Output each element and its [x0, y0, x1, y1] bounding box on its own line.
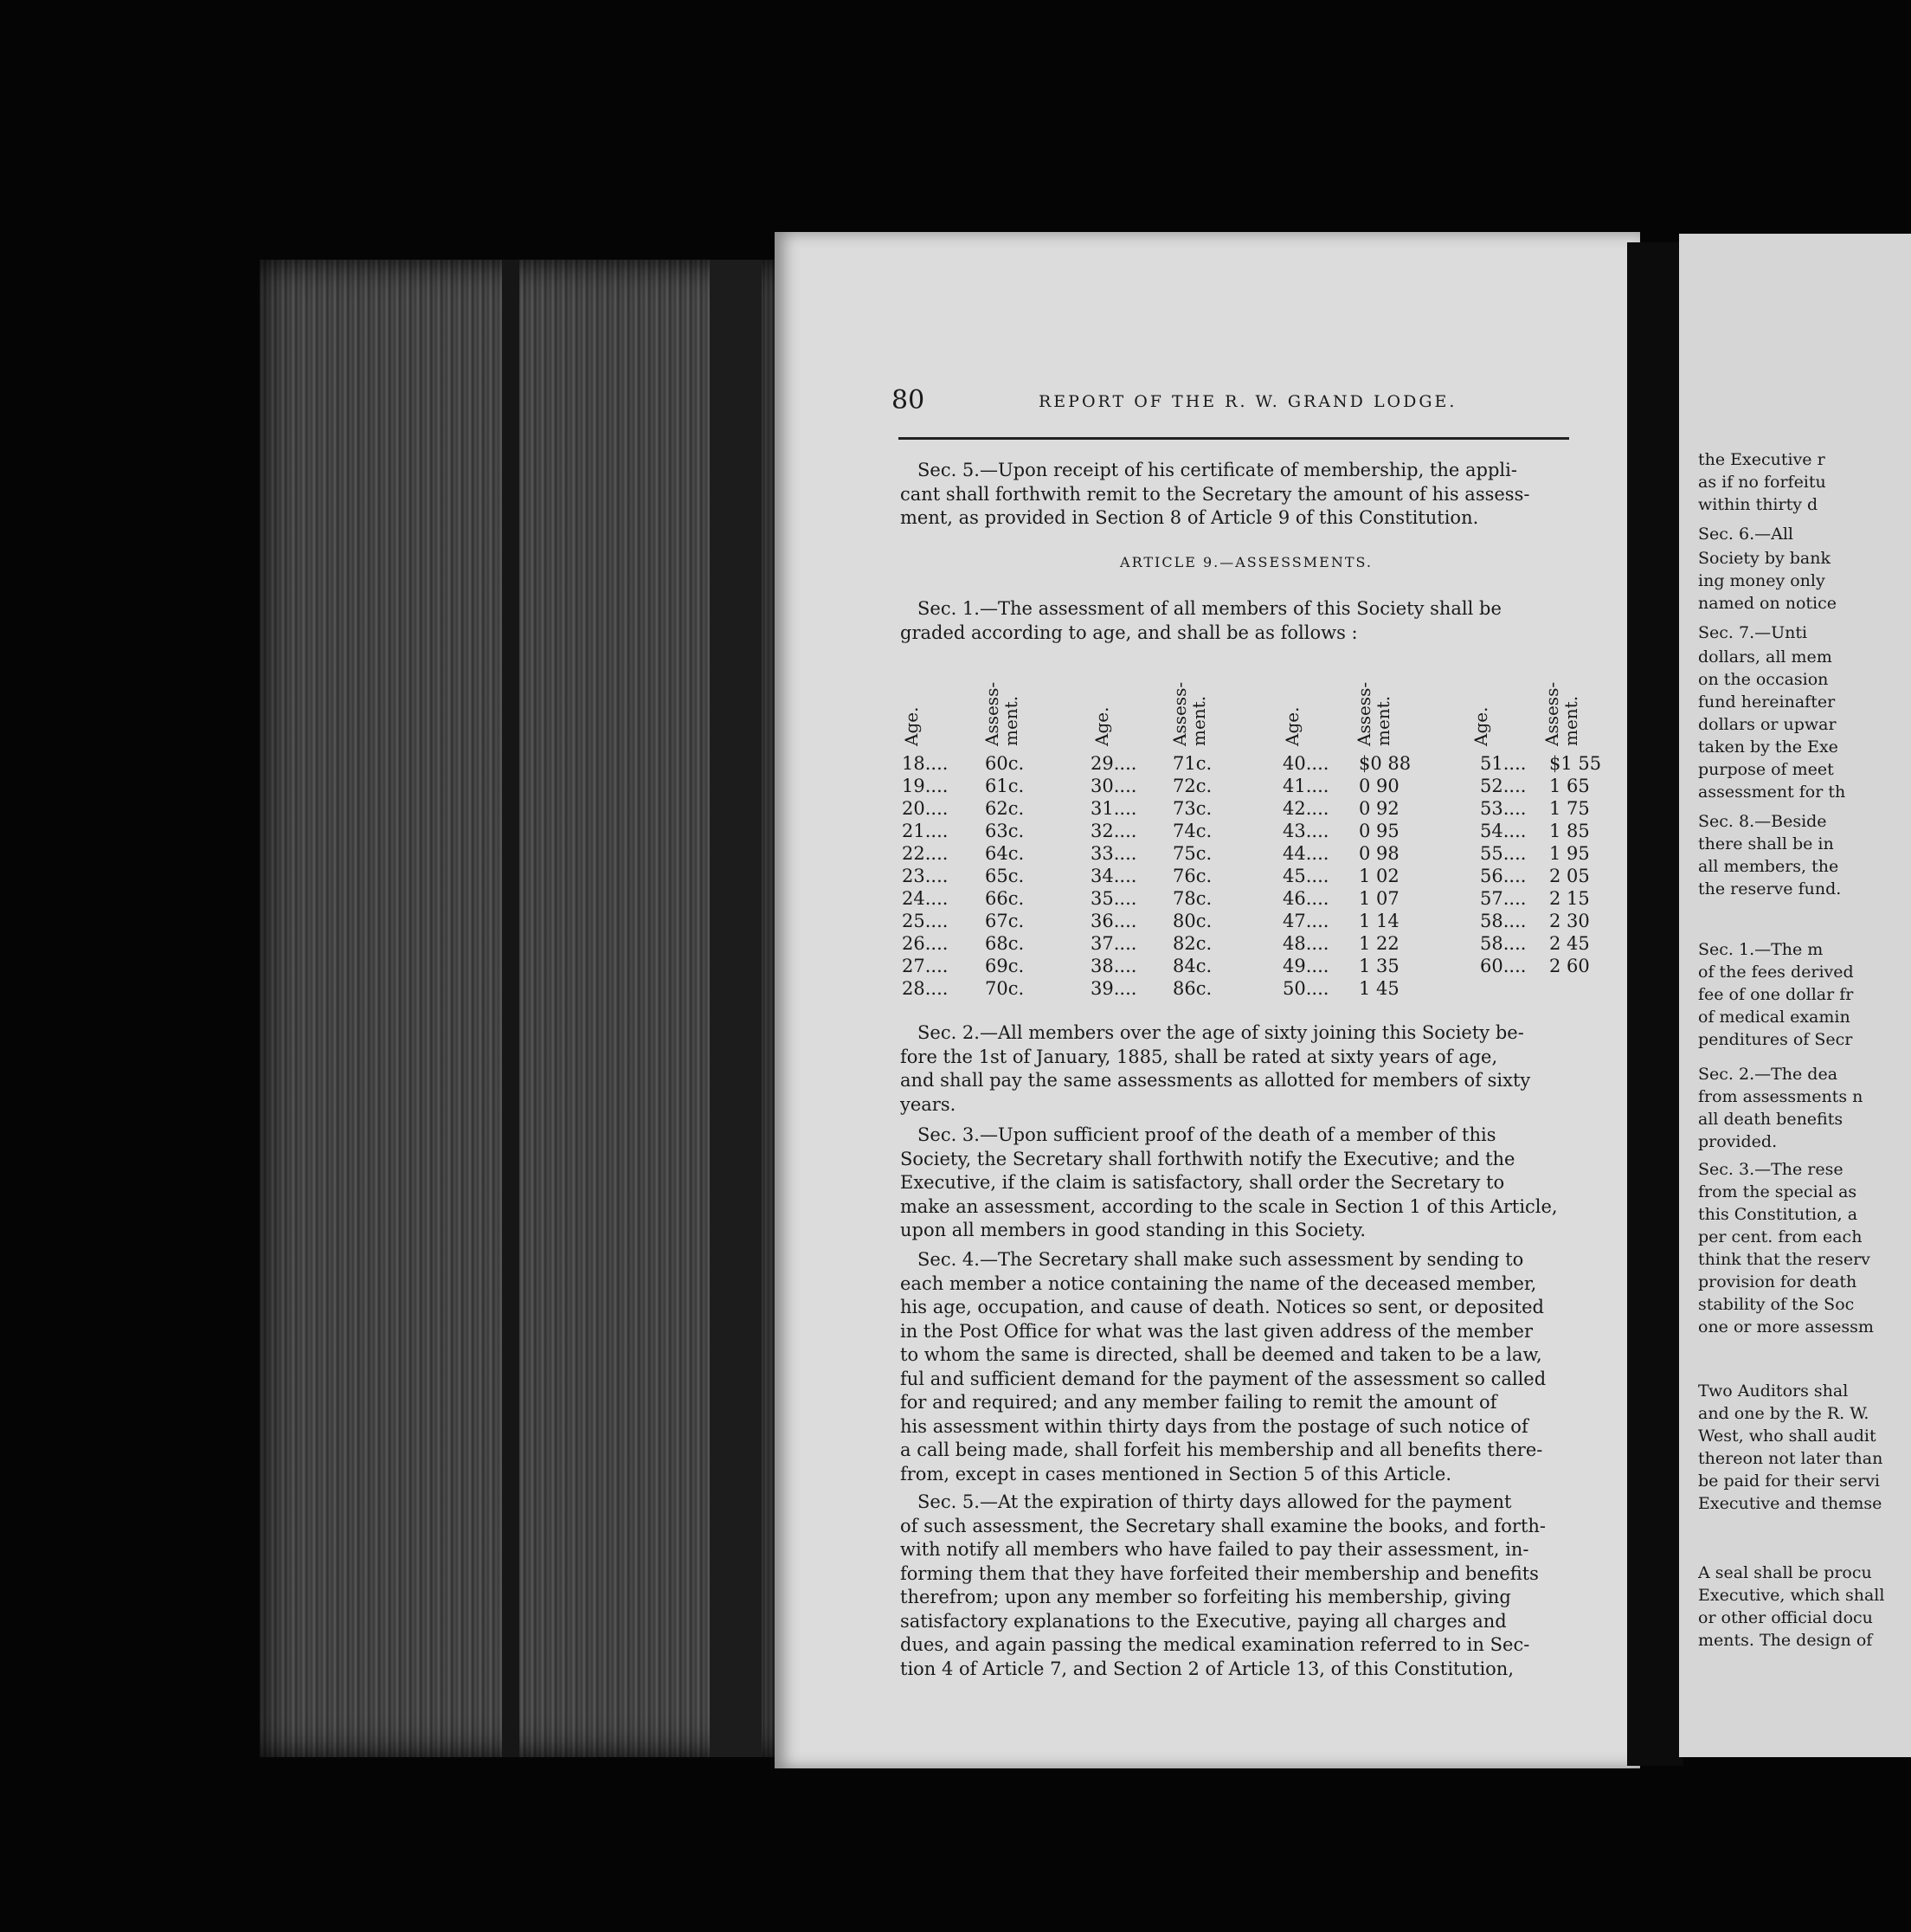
section-2 — [900, 1021, 1592, 1117]
table-assessment-cell: 62c. — [985, 798, 1025, 819]
next-page-text-line: Sec. 1.—The m — [1698, 940, 1824, 959]
age-column-header: Age. — [901, 706, 922, 746]
text-line: fore the 1st of January, 1885, shall be rated at sixty years of age, — [900, 1046, 1498, 1067]
table-assessment-cell: 2 45 — [1549, 933, 1590, 954]
table-age-cell: 47.... — [1283, 911, 1329, 931]
table-age-cell: 37.... — [1091, 933, 1137, 954]
assessment-column-header — [1170, 682, 1208, 746]
text-line: Sec. 2.—All members over the age of sixty joining this Society be- — [917, 1022, 1524, 1043]
text-line: to whom the same is directed, shall be deemed and taken to be a law, — [900, 1344, 1542, 1365]
table-age-cell: 48.... — [1283, 933, 1329, 954]
next-page-text-line: fee of one dollar fr — [1698, 985, 1854, 1004]
table-assessment-cell: 64c. — [985, 843, 1025, 864]
next-page-text-line: Sec. 2.—The dea — [1698, 1065, 1838, 1084]
next-page-text-line: all death benefits — [1698, 1110, 1843, 1129]
table-age-cell: 45.... — [1283, 866, 1329, 886]
text-line: therefrom; upon any member so forfeiting his membership, giving — [900, 1587, 1511, 1607]
table-age-cell: 46.... — [1283, 888, 1329, 909]
next-page-text-line: the reserve fund. — [1698, 879, 1842, 898]
text-line: Sec. 4.—The Secretary shall make such assessment by sending to — [917, 1249, 1524, 1270]
table-age-cell: 34.... — [1091, 866, 1137, 886]
text-line: tion 4 of Article 7, and Section 2 of Article 13, of this Constitution, — [900, 1658, 1515, 1679]
table-assessment-cell: 71c. — [1173, 753, 1213, 774]
table-age-cell: 23.... — [902, 866, 949, 886]
next-page-text-line: provision for death — [1698, 1272, 1857, 1291]
next-page-text-line: penditures of Secr — [1698, 1030, 1853, 1049]
table-age-cell: 50.... — [1283, 978, 1329, 999]
assessment-header-line: Assess- — [1541, 681, 1562, 746]
table-age-cell: 40.... — [1283, 753, 1329, 774]
table-age-cell: 32.... — [1091, 821, 1137, 841]
section-5-previous — [900, 459, 1592, 531]
text-line: from, except in cases mentioned in Section 5 of this Article. — [900, 1463, 1452, 1484]
assessment-header-line: ment. — [1188, 695, 1209, 746]
assessment-column-header — [1354, 682, 1393, 746]
next-page-text-line: ing money only — [1698, 571, 1825, 590]
table-assessment-cell: 0 98 — [1359, 843, 1399, 864]
table-age-cell: 38.... — [1091, 956, 1137, 976]
table-assessment-cell: 1 07 — [1359, 888, 1399, 909]
next-page-text-line: Society by bank — [1698, 549, 1831, 568]
age-column-header: Age. — [1091, 706, 1112, 746]
table-age-cell: 51.... — [1480, 753, 1527, 774]
running-head-title: REPORT OF THE R. W. GRAND LODGE. — [1039, 392, 1457, 411]
table-age-cell: 24.... — [902, 888, 949, 909]
table-assessment-cell: 65c. — [985, 866, 1025, 886]
assessment-header-line: Assess- — [981, 681, 1002, 746]
text-line: Sec. 1.—The assessment of all members of this Society shall be — [917, 598, 1502, 619]
text-line: Sec. 3.—Upon sufficient proof of the death of a member of this — [917, 1124, 1496, 1145]
text-line: make an assessment, according to the scale in Section 1 of this Article, — [900, 1195, 1558, 1217]
table-assessment-cell: 72c. — [1173, 776, 1213, 796]
table-assessment-cell: 82c. — [1173, 933, 1213, 954]
table-age-cell: 54.... — [1480, 821, 1527, 841]
next-page-text-line: purpose of meet — [1698, 760, 1834, 779]
next-page-text-line: Two Auditors shal — [1698, 1381, 1849, 1401]
assessment-header-line: Assess- — [1169, 681, 1190, 746]
table-age-cell: 41.... — [1283, 776, 1329, 796]
table-age-cell: 43.... — [1283, 821, 1329, 841]
next-page-text-line: from the special as — [1698, 1182, 1857, 1201]
table-assessment-cell: 78c. — [1173, 888, 1213, 909]
table-age-cell: 31.... — [1091, 798, 1137, 819]
table-assessment-cell: 0 95 — [1359, 821, 1399, 841]
table-assessment-cell: 2 60 — [1549, 956, 1590, 976]
table-age-cell: 21.... — [902, 821, 949, 841]
table-assessment-cell: 1 45 — [1359, 978, 1399, 999]
table-assessment-cell: $0 88 — [1359, 753, 1412, 774]
table-assessment-cell: 73c. — [1173, 798, 1213, 819]
table-age-cell: 57.... — [1480, 888, 1527, 909]
table-assessment-cell: 0 90 — [1359, 776, 1399, 796]
next-page-text-line: from assessments n — [1698, 1087, 1863, 1106]
table-assessment-cell: 1 02 — [1359, 866, 1399, 886]
table-assessment-cell: 84c. — [1173, 956, 1213, 976]
text-line: each member a notice containing the name of the deceased member, — [900, 1272, 1537, 1294]
table-age-cell: 20.... — [902, 798, 949, 819]
table-assessment-cell: 0 92 — [1359, 798, 1399, 819]
running-head — [891, 385, 1575, 420]
next-page-text-line: this Constitution, a — [1698, 1205, 1858, 1224]
right-page-partial — [1679, 234, 1911, 1757]
table-assessment-cell: 76c. — [1173, 866, 1213, 886]
assessment-header-line: ment. — [1373, 695, 1393, 746]
table-age-cell: 44.... — [1283, 843, 1329, 864]
table-age-cell: 49.... — [1283, 956, 1329, 976]
table-age-cell: 29.... — [1091, 753, 1137, 774]
table-age-cell: 28.... — [902, 978, 949, 999]
next-page-text-line: dollars or upwar — [1698, 715, 1837, 734]
next-page-text-line: as if no forfeitu — [1698, 473, 1826, 492]
next-page-text-line: assessment for th — [1698, 782, 1846, 802]
text-line: Executive, if the claim is satisfactory, shall order the Secretary to — [900, 1172, 1505, 1193]
text-line: his assessment within thirty days from the postage of such notice of — [900, 1415, 1528, 1437]
table-age-cell: 53.... — [1480, 798, 1527, 819]
table-age-cell: 36.... — [1091, 911, 1137, 931]
table-assessment-cell: 69c. — [985, 956, 1025, 976]
table-assessment-cell: 1 75 — [1549, 798, 1590, 819]
table-assessment-cell: 2 05 — [1549, 866, 1590, 886]
table-age-cell: 56.... — [1480, 866, 1527, 886]
text-line: in the Post Office for what was the last given address of the member — [900, 1320, 1533, 1342]
table-assessment-cell: 1 35 — [1359, 956, 1399, 976]
table-assessment-cell: 1 14 — [1359, 911, 1399, 931]
table-assessment-cell: 80c. — [1173, 911, 1213, 931]
assessment-header-line: Assess- — [1354, 681, 1374, 746]
table-age-cell: 26.... — [902, 933, 949, 954]
table-age-cell: 55.... — [1480, 843, 1527, 864]
table-assessment-cell: 1 22 — [1359, 933, 1399, 954]
section-4 — [900, 1248, 1592, 1486]
next-page-text-line: of medical examin — [1698, 1008, 1850, 1027]
next-page-text-line: there shall be in — [1698, 834, 1834, 853]
next-page-text-line: fund hereinafter — [1698, 692, 1836, 712]
table-assessment-cell: 66c. — [985, 888, 1025, 909]
assessment-header-line: ment. — [1001, 695, 1021, 746]
text-line: and shall pay the same assessments as allotted for members of sixty — [900, 1070, 1531, 1091]
section-5 — [900, 1491, 1592, 1681]
next-page-text-line: per cent. from each — [1698, 1227, 1863, 1246]
text-line: years. — [900, 1093, 956, 1115]
table-assessment-cell: 86c. — [1173, 978, 1213, 999]
assessment-column-header — [982, 682, 1020, 746]
table-assessment-cell: 1 65 — [1549, 776, 1590, 796]
next-page-text-line: ments. The design of — [1698, 1631, 1873, 1650]
next-page-text-line: be paid for their servi — [1698, 1472, 1881, 1491]
next-page-text-line: all members, the — [1698, 857, 1839, 876]
text-line: satisfactory explanations to the Executive, paying all charges and — [900, 1610, 1507, 1632]
text-line: graded according to age, and shall be as follows : — [900, 621, 1358, 643]
table-age-cell: 42.... — [1283, 798, 1329, 819]
section-1 — [900, 597, 1592, 645]
text-line: Sec. 5.—Upon receipt of his certificate of membership, the appli- — [917, 460, 1517, 480]
next-page-text-line: Executive, which shall — [1698, 1586, 1885, 1605]
table-assessment-cell: 68c. — [985, 933, 1025, 954]
table-age-cell: 27.... — [902, 956, 949, 976]
next-page-text-line: think that the reserv — [1698, 1250, 1870, 1269]
next-page-text-line: West, who shall audit — [1698, 1426, 1876, 1446]
text-line: a call being made, shall forfeit his membership and all benefits there- — [900, 1439, 1543, 1460]
page-number: 80 — [891, 385, 925, 415]
next-page-text-line: one or more assessm — [1698, 1317, 1874, 1336]
text-line: upon all members in good standing in this Society. — [900, 1220, 1367, 1240]
next-page-text-line: of the fees derived — [1698, 963, 1854, 982]
text-line: for and required; and any member failing to remit the amount of — [900, 1392, 1497, 1413]
next-page-text-line: thereon not later than — [1698, 1449, 1883, 1468]
table-assessment-cell: 2 30 — [1549, 911, 1590, 931]
next-page-text-line: Executive and themse — [1698, 1494, 1882, 1513]
table-assessment-cell: 1 95 — [1549, 843, 1590, 864]
text-line: forming them that they have forfeited their membership and benefits — [900, 1562, 1539, 1584]
table-age-cell: 19.... — [902, 776, 949, 796]
book-page-edges — [260, 260, 779, 1757]
text-line: Sec. 5.—At the expiration of thirty days allowed for the payment — [917, 1491, 1512, 1512]
section-3 — [900, 1124, 1592, 1243]
age-column-header: Age. — [1282, 706, 1303, 746]
table-age-cell: 30.... — [1091, 776, 1137, 796]
table-assessment-cell: 61c. — [985, 776, 1025, 796]
table-age-cell: 33.... — [1091, 843, 1137, 864]
assessment-header-line: ment. — [1560, 695, 1581, 746]
table-age-cell: 58.... — [1480, 933, 1527, 954]
text-line: cant shall forthwith remit to the Secretary the amount of his assess- — [900, 483, 1530, 505]
next-page-text-line: Sec. 8.—Beside — [1698, 812, 1827, 831]
table-assessment-cell: 74c. — [1173, 821, 1213, 841]
text-line: dues, and again passing the medical examination referred to in Sec- — [900, 1634, 1530, 1655]
table-age-cell: 52.... — [1480, 776, 1527, 796]
next-page-text-line: or other official docu — [1698, 1608, 1873, 1627]
table-assessment-cell: 67c. — [985, 911, 1025, 931]
next-page-text-line: on the occasion — [1698, 670, 1829, 689]
age-column-header: Age. — [1470, 706, 1491, 746]
table-age-cell: 35.... — [1091, 888, 1137, 909]
assessment-column-header — [1542, 682, 1580, 746]
next-page-text-line: stability of the Soc — [1698, 1295, 1855, 1314]
next-page-text-line: provided. — [1698, 1132, 1778, 1151]
table-age-cell: 60.... — [1480, 956, 1527, 976]
next-page-text-line: within thirty d — [1698, 495, 1818, 514]
next-page-text-line: dollars, all mem — [1698, 647, 1832, 667]
article-heading: ARTICLE 9.—ASSESSMENTS. — [1120, 554, 1373, 570]
text-line: ment, as provided in Section 8 of Article 9 of this Constitution. — [900, 507, 1479, 528]
text-line: with notify all members who have failed to pay their assessment, in- — [900, 1539, 1529, 1560]
table-age-cell: 58.... — [1480, 911, 1527, 931]
table-age-cell: 25.... — [902, 911, 949, 931]
table-assessment-cell: 75c. — [1173, 843, 1213, 864]
next-page-text-line: the Executive r — [1698, 450, 1825, 469]
next-page-text-line: Sec. 3.—The rese — [1698, 1160, 1843, 1179]
table-assessment-cell: 70c. — [985, 978, 1025, 999]
next-page-text-line: taken by the Exe — [1698, 737, 1838, 757]
table-assessment-cell: 2 15 — [1549, 888, 1590, 909]
next-page-text-line: Sec. 6.—All — [1698, 525, 1793, 544]
table-age-cell: 39.... — [1091, 978, 1137, 999]
next-page-text-line: Sec. 7.—Unti — [1698, 623, 1808, 642]
table-assessment-cell: 60c. — [985, 753, 1025, 774]
table-assessment-cell: 1 85 — [1549, 821, 1590, 841]
table-assessment-cell: 63c. — [985, 821, 1025, 841]
table-age-cell: 22.... — [902, 843, 949, 864]
next-page-text-line: A seal shall be procu — [1698, 1563, 1872, 1582]
next-page-text-line: named on notice — [1698, 594, 1837, 613]
book-gutter — [1627, 242, 1683, 1766]
next-page-text-line: and one by the R. W. — [1698, 1404, 1869, 1423]
table-assessment-cell: $1 55 — [1549, 753, 1602, 774]
table-age-cell: 18.... — [902, 753, 949, 774]
text-line: his age, occupation, and cause of death. Notices so sent, or deposited — [900, 1297, 1544, 1317]
text-line: ful and sufficient demand for the payment of the assessment so called — [900, 1368, 1547, 1389]
text-line: of such assessment, the Secretary shall examine the books, and forth- — [900, 1515, 1547, 1536]
text-line: Society, the Secretary shall forthwith notify the Executive; and the — [900, 1148, 1515, 1169]
header-rule — [898, 437, 1569, 440]
